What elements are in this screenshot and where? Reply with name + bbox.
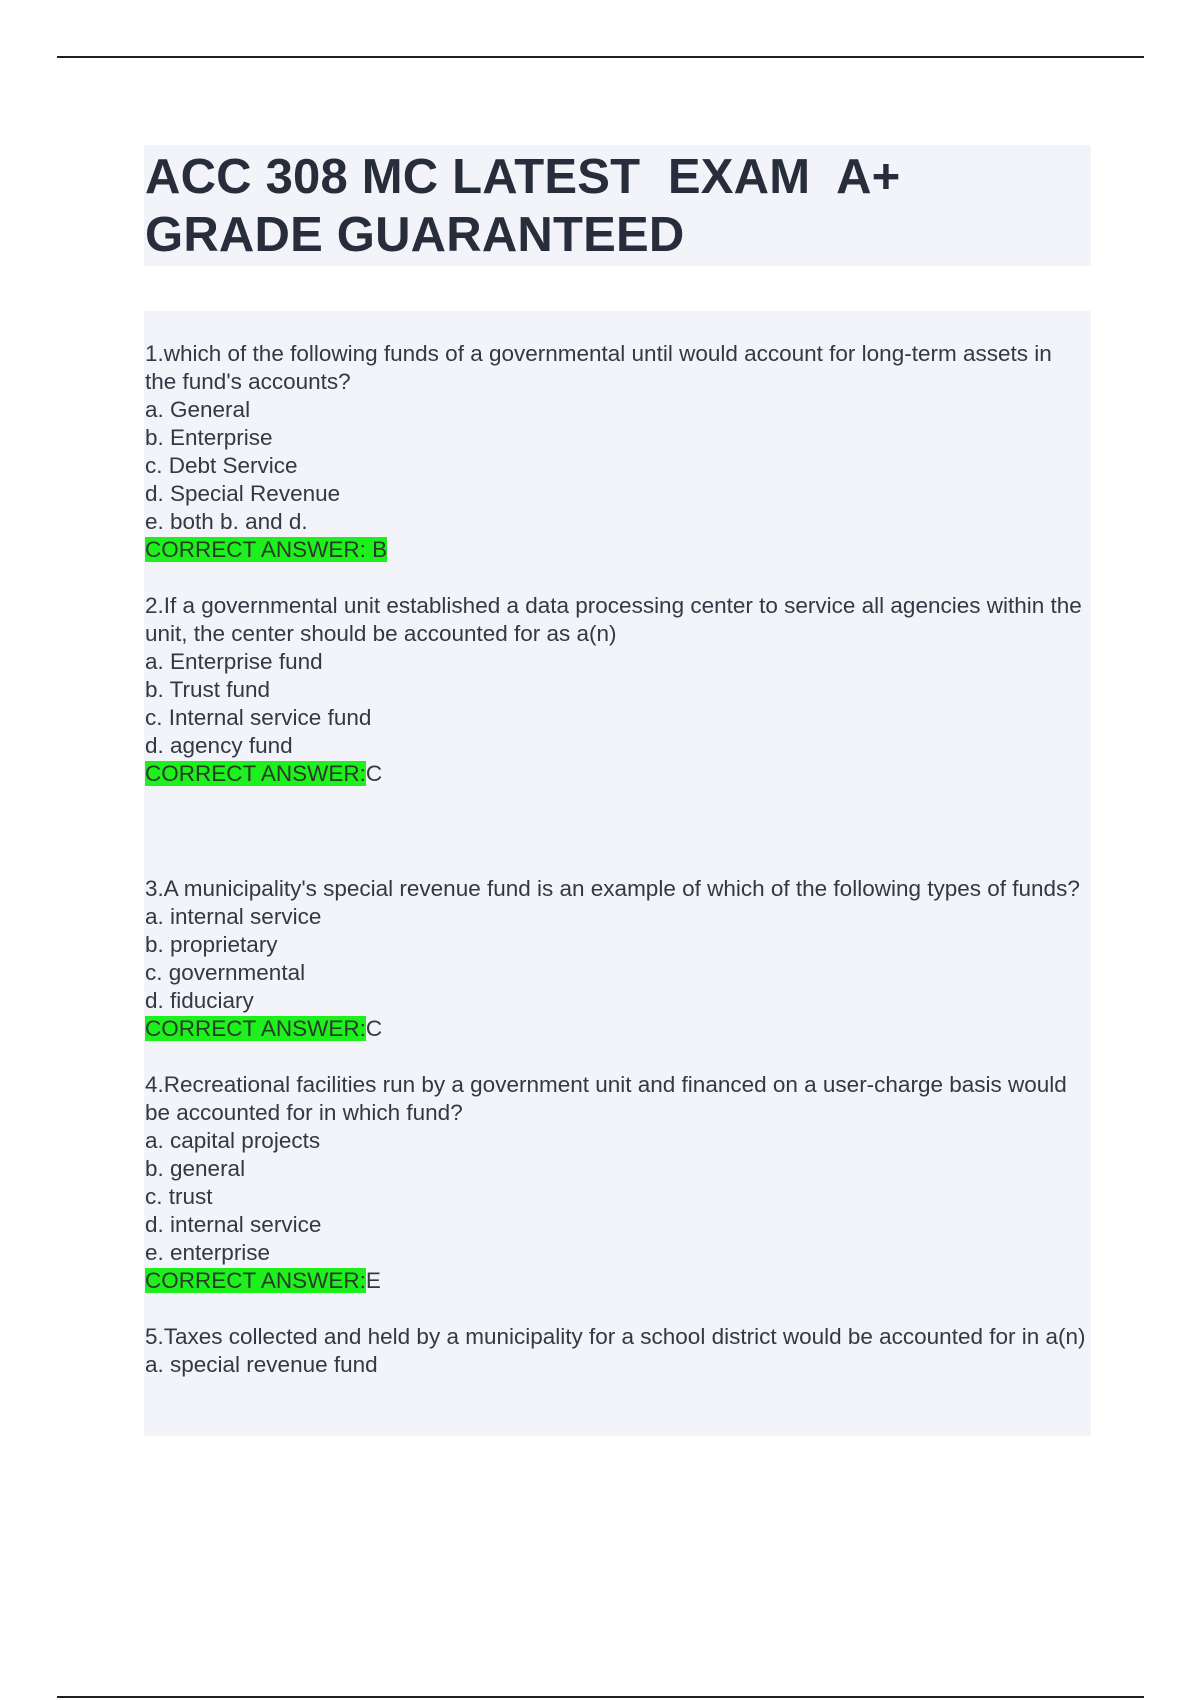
- answer-option: a. internal service: [145, 904, 322, 929]
- questions-block: [144, 311, 1091, 1436]
- correct-answer: [145, 1267, 1089, 1295]
- correct-answer: [145, 536, 1089, 564]
- correct-answer-highlight: CORRECT ANSWER:: [145, 1268, 366, 1293]
- answer-option: a. special revenue fund: [145, 1352, 378, 1377]
- header-rule: [57, 56, 1144, 58]
- answer-option: c. Debt Service: [145, 453, 298, 478]
- spacer: [145, 1043, 1089, 1071]
- question-3: [145, 875, 1089, 1043]
- question-text: 5.Taxes collected and held by a municipality for a school district would be accounted for in a(n): [145, 1324, 1086, 1349]
- answer-option: e. both b. and d.: [145, 509, 308, 534]
- answer-option: b. Trust fund: [145, 677, 271, 702]
- question-text: 3.A municipality's special revenue fund is an example of which of the following types of funds?: [145, 876, 1080, 901]
- correct-answer-letter: E: [365, 1268, 381, 1293]
- spacer: [145, 788, 1089, 875]
- question-text: 1.which of the following funds of a governmental until would account for long-term assets in the fund's accounts?: [145, 341, 1052, 394]
- answer-option: c. trust: [145, 1184, 213, 1209]
- correct-answer: [145, 1015, 1089, 1043]
- question-2: [145, 592, 1089, 788]
- correct-answer-highlight: CORRECT ANSWER:: [145, 1016, 366, 1041]
- spacer: [145, 1295, 1089, 1323]
- correct-answer: [145, 760, 1089, 788]
- correct-answer-highlight: CORRECT ANSWER: B: [145, 537, 388, 562]
- answer-option: a. Enterprise fund: [145, 649, 323, 674]
- question-list: [145, 340, 1089, 1379]
- spacer: [145, 564, 1089, 592]
- correct-answer-highlight: CORRECT ANSWER:: [145, 761, 366, 786]
- question-4: [145, 1071, 1089, 1295]
- answer-option: d. agency fund: [145, 733, 293, 758]
- question-text: 4.Recreational facilities run by a government unit and financed on a user-charge basis would be accounted for in which fund?: [145, 1072, 1067, 1125]
- answer-option: e. enterprise: [145, 1240, 271, 1265]
- answer-option: b. proprietary: [145, 932, 278, 957]
- question-5: [145, 1323, 1089, 1379]
- correct-answer-letter: C: [365, 1016, 383, 1041]
- answer-option: b. general: [145, 1156, 246, 1181]
- title-block: [144, 145, 1091, 266]
- correct-answer-letter: C: [365, 761, 383, 786]
- question-text: 2.If a governmental unit established a data processing center to service all agencies within the unit, the center should be accounted for as a(n): [145, 593, 1082, 646]
- answer-option: c. Internal service fund: [145, 705, 372, 730]
- footer-rule: [57, 1696, 1144, 1698]
- answer-option: d. fiduciary: [145, 988, 254, 1013]
- answer-option: d. internal service: [145, 1212, 322, 1237]
- answer-option: b. Enterprise: [145, 425, 273, 450]
- question-1: [145, 340, 1089, 564]
- answer-option: d. Special Revenue: [145, 481, 341, 506]
- answer-option: a. General: [145, 397, 251, 422]
- answer-option: c. governmental: [145, 960, 306, 985]
- document-title: ACC 308 MC LATEST EXAM A+ GRADE GUARANTEED: [145, 150, 915, 262]
- answer-option: a. capital projects: [145, 1128, 321, 1153]
